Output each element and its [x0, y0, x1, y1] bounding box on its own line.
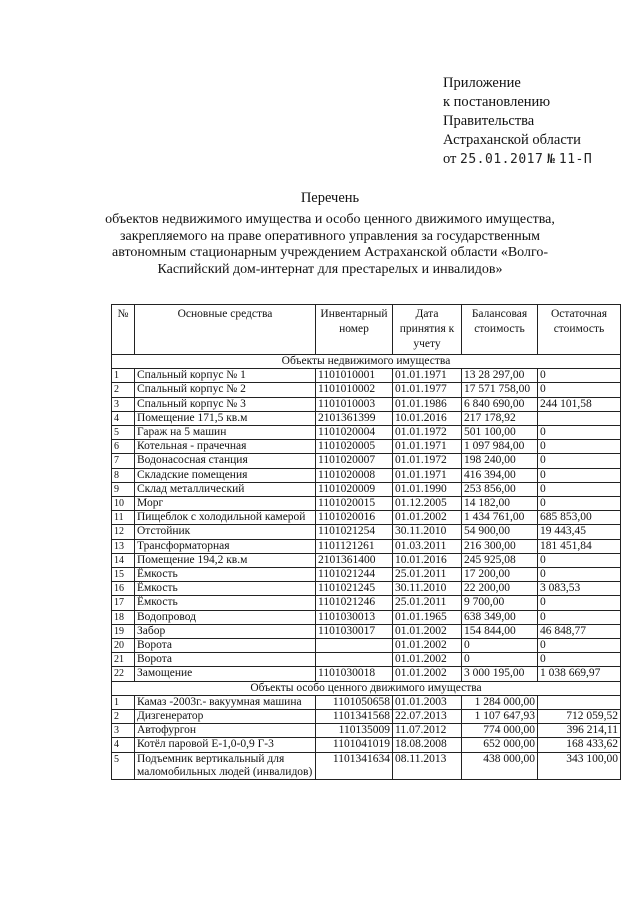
- cell-name: Водонасосная станция: [135, 454, 316, 468]
- cell-residual: 343 100,00: [538, 752, 621, 779]
- cell-residual: 1 038 669,97: [538, 667, 621, 681]
- cell-residual: 0: [538, 596, 621, 610]
- cell-inventory: 2101361400: [316, 553, 393, 567]
- cell-inventory: 1101020016: [316, 511, 393, 525]
- cell-residual: 181 451,84: [538, 539, 621, 553]
- cell-inventory: 1101020008: [316, 468, 393, 482]
- appendix-line: к постановлению: [443, 94, 551, 110]
- cell-inventory: 1101020005: [316, 440, 393, 454]
- cell-date: 01.01.1986: [393, 397, 462, 411]
- document-subtitle: объектов недвижимого имущества и особо ценного движимого имущества, закрепляемого на праве оперативного управления за государственным автономным стационарным учреждением Астраханской области «Волго-Каспийский дом-интернат для престарелых и инвалидов»: [105, 212, 555, 277]
- cell-name: Ёмкость: [135, 568, 316, 582]
- cell-inventory: 1101121261: [316, 539, 393, 553]
- cell-date: 01.01.1971: [393, 440, 462, 454]
- cell-inventory: 1101021244: [316, 568, 393, 582]
- cell-name: Котёл паровой Е-1,0-0,9 Г-3: [135, 738, 316, 752]
- cell-balance: 1 107 647,93: [462, 710, 538, 724]
- cell-name: Ёмкость: [135, 582, 316, 596]
- table-row: [112, 383, 621, 397]
- cell-num: 10: [112, 497, 135, 511]
- decree-date: 25.01.2017: [460, 152, 544, 167]
- cell-balance: 1 097 984,00: [462, 440, 538, 454]
- header-num: №: [112, 305, 135, 355]
- cell-inventory: 1101020009: [316, 482, 393, 496]
- cell-num: 2: [112, 383, 135, 397]
- table-row: [112, 426, 621, 440]
- table-row: [112, 525, 621, 539]
- cell-name: Ворота: [135, 653, 316, 667]
- cell-name: Морг: [135, 497, 316, 511]
- cell-balance: 13 28 297,00: [462, 369, 538, 383]
- cell-name: Замощение: [135, 667, 316, 681]
- cell-name: Ворота: [135, 639, 316, 653]
- cell-balance: 1 434 761,00: [462, 511, 538, 525]
- cell-residual: 244 101,58: [538, 397, 621, 411]
- cell-name: Автофургон: [135, 724, 316, 738]
- cell-balance: 54 900,00: [462, 525, 538, 539]
- cell-balance: 774 000,00: [462, 724, 538, 738]
- number-sign: №: [546, 152, 556, 167]
- table-row: [112, 582, 621, 596]
- cell-name: Дизгенератор: [135, 710, 316, 724]
- cell-balance: 501 100,00: [462, 426, 538, 440]
- table-row: [112, 440, 621, 454]
- cell-num: 13: [112, 539, 135, 553]
- cell-num: 3: [112, 724, 135, 738]
- appendix-line: Правительства: [443, 113, 535, 129]
- cell-name: Пищеблок с холодильной камерой: [135, 511, 316, 525]
- cell-date: 08.11.2013: [393, 752, 462, 779]
- table-row: [112, 695, 621, 709]
- header-balance: Балансовая стоимость: [462, 305, 538, 355]
- cell-name: Водопровод: [135, 610, 316, 624]
- cell-num: 15: [112, 568, 135, 582]
- cell-num: 12: [112, 525, 135, 539]
- cell-date: 22.07.2013: [393, 710, 462, 724]
- cell-inventory: 1101020015: [316, 497, 393, 511]
- cell-balance: 416 394,00: [462, 468, 538, 482]
- cell-num: 17: [112, 596, 135, 610]
- cell-residual: 0: [538, 454, 621, 468]
- cell-date: 01.01.1965: [393, 610, 462, 624]
- cell-num: 1: [112, 695, 135, 709]
- cell-inventory: 1101020004: [316, 426, 393, 440]
- cell-name: Котельная - прачечная: [135, 440, 316, 454]
- cell-inventory: 2101361399: [316, 411, 393, 425]
- cell-residual: 46 848,77: [538, 624, 621, 638]
- cell-num: 5: [112, 426, 135, 440]
- cell-name: Спальный корпус № 1: [135, 369, 316, 383]
- cell-balance: 17 200,00: [462, 568, 538, 582]
- cell-date: 01.01.1971: [393, 468, 462, 482]
- cell-num: 6: [112, 440, 135, 454]
- cell-num: 18: [112, 610, 135, 624]
- cell-inventory: 1101010001: [316, 369, 393, 383]
- cell-date: 25.01.2011: [393, 596, 462, 610]
- cell-num: 3: [112, 397, 135, 411]
- cell-num: 5: [112, 752, 135, 779]
- cell-num: 8: [112, 468, 135, 482]
- header-inventory: Инвентарный номер: [316, 305, 393, 355]
- table-row: [112, 596, 621, 610]
- table-row: [112, 454, 621, 468]
- section-title: Объекты особо ценного движимого имущества: [112, 681, 621, 695]
- cell-inventory: [316, 653, 393, 667]
- table-row: [112, 710, 621, 724]
- cell-balance: 17 571 758,00: [462, 383, 538, 397]
- cell-inventory: 1101020007: [316, 454, 393, 468]
- cell-residual: 0: [538, 369, 621, 383]
- cell-balance: 0: [462, 639, 538, 653]
- cell-name: Складские помещения: [135, 468, 316, 482]
- appendix-date-line: [443, 150, 633, 169]
- cell-date: 01.03.2011: [393, 539, 462, 553]
- cell-name: Спальный корпус № 2: [135, 383, 316, 397]
- table-row: [112, 369, 621, 383]
- cell-inventory: 1101041019: [316, 738, 393, 752]
- cell-balance: 652 000,00: [462, 738, 538, 752]
- cell-name: Отстойник: [135, 525, 316, 539]
- table-row: [112, 667, 621, 681]
- cell-num: 9: [112, 482, 135, 496]
- cell-date: 30.11.2010: [393, 525, 462, 539]
- cell-balance: 1 284 000,00: [462, 695, 538, 709]
- cell-date: 01.01.2002: [393, 639, 462, 653]
- document-title: Перечень: [300, 190, 360, 206]
- cell-inventory: 1101021246: [316, 596, 393, 610]
- cell-name: Ёмкость: [135, 596, 316, 610]
- header-name: Основные средства: [135, 305, 316, 355]
- decree-number: 11-П: [558, 152, 593, 167]
- cell-balance: 154 844,00: [462, 624, 538, 638]
- table-header-row: [112, 305, 621, 355]
- table-row: [112, 624, 621, 638]
- cell-num: 2: [112, 710, 135, 724]
- cell-inventory: 1101010003: [316, 397, 393, 411]
- cell-residual: 0: [538, 568, 621, 582]
- cell-residual: 396 214,11: [538, 724, 621, 738]
- cell-balance: 6 840 690,00: [462, 397, 538, 411]
- cell-name: Забор: [135, 624, 316, 638]
- header-date: Дата принятия к учету: [393, 305, 462, 355]
- cell-balance: 0: [462, 653, 538, 667]
- header-residual: Остаточная стоимость: [538, 305, 621, 355]
- table-row: [112, 511, 621, 525]
- table-row: [112, 468, 621, 482]
- cell-residual: 168 433,62: [538, 738, 621, 752]
- cell-date: 01.01.2003: [393, 695, 462, 709]
- cell-date: 18.08.2008: [393, 738, 462, 752]
- cell-date: 01.01.2002: [393, 653, 462, 667]
- cell-num: 11: [112, 511, 135, 525]
- cell-date: 10.01.2016: [393, 553, 462, 567]
- cell-residual: 3 083,53: [538, 582, 621, 596]
- cell-inventory: 1101021254: [316, 525, 393, 539]
- appendix-line: Астраханской области: [443, 132, 581, 148]
- cell-date: 10.01.2016: [393, 411, 462, 425]
- cell-residual: 0: [538, 426, 621, 440]
- property-table: [111, 304, 621, 780]
- cell-residual: [538, 695, 621, 709]
- cell-date: 01.01.1990: [393, 482, 462, 496]
- table-row: [112, 639, 621, 653]
- cell-residual: 0: [538, 383, 621, 397]
- section-title: Объекты недвижимого имущества: [112, 355, 621, 369]
- cell-balance: 217 178,92: [462, 411, 538, 425]
- cell-date: 01.01.1972: [393, 454, 462, 468]
- cell-residual: 0: [538, 440, 621, 454]
- cell-date: 01.01.2002: [393, 511, 462, 525]
- cell-name: Помещение 171,5 кв.м: [135, 411, 316, 425]
- table-row: [112, 497, 621, 511]
- date-prefix: от: [443, 151, 457, 167]
- cell-date: 01.01.2002: [393, 624, 462, 638]
- cell-num: 16: [112, 582, 135, 596]
- table-row: [112, 482, 621, 496]
- cell-date: 30.11.2010: [393, 582, 462, 596]
- cell-num: 19: [112, 624, 135, 638]
- section-row: [112, 681, 621, 695]
- table-row: [112, 752, 621, 779]
- cell-inventory: 110135009: [316, 724, 393, 738]
- cell-num: 1: [112, 369, 135, 383]
- section-row: [112, 355, 621, 369]
- cell-date: 01.01.2002: [393, 667, 462, 681]
- cell-inventory: 1101341634: [316, 752, 393, 779]
- cell-residual: 0: [538, 639, 621, 653]
- cell-balance: 198 240,00: [462, 454, 538, 468]
- cell-inventory: [316, 639, 393, 653]
- cell-balance: 9 700,00: [462, 596, 538, 610]
- movable-body: [112, 681, 621, 779]
- cell-balance: 638 349,00: [462, 610, 538, 624]
- cell-balance: 22 200,00: [462, 582, 538, 596]
- cell-name: Подъемник вертикальный для маломобильных людей (инвалидов): [135, 752, 316, 779]
- cell-inventory: 1101341568: [316, 710, 393, 724]
- cell-name: Трансформаторная: [135, 539, 316, 553]
- cell-name: Помещение 194,2 кв.м: [135, 553, 316, 567]
- table-row: [112, 539, 621, 553]
- cell-residual: 0: [538, 482, 621, 496]
- cell-num: 21: [112, 653, 135, 667]
- cell-name: Камаз -2003г.- вакуумная машина: [135, 695, 316, 709]
- cell-balance: 245 925,08: [462, 553, 538, 567]
- cell-date: 01.12.2005: [393, 497, 462, 511]
- cell-inventory: 1101010002: [316, 383, 393, 397]
- cell-residual: 0: [538, 553, 621, 567]
- cell-balance: 253 856,00: [462, 482, 538, 496]
- realty-body: [112, 355, 621, 682]
- cell-date: 01.01.1977: [393, 383, 462, 397]
- cell-balance: 216 300,00: [462, 539, 538, 553]
- cell-num: 7: [112, 454, 135, 468]
- cell-name: Спальный корпус № 3: [135, 397, 316, 411]
- cell-inventory: 1101030013: [316, 610, 393, 624]
- table-row: [112, 568, 621, 582]
- cell-num: 4: [112, 738, 135, 752]
- table-row: [112, 653, 621, 667]
- cell-inventory: 1101021245: [316, 582, 393, 596]
- cell-name: Склад металлический: [135, 482, 316, 496]
- cell-inventory: 1101030018: [316, 667, 393, 681]
- cell-date: 01.01.1972: [393, 426, 462, 440]
- cell-inventory: 1101030017: [316, 624, 393, 638]
- table-row: [112, 724, 621, 738]
- table-row: [112, 610, 621, 624]
- cell-residual: 712 059,52: [538, 710, 621, 724]
- table-row: [112, 397, 621, 411]
- appendix-line: Приложение: [443, 75, 521, 91]
- cell-inventory: 1101050658: [316, 695, 393, 709]
- cell-residual: 19 443,45: [538, 525, 621, 539]
- table-row: [112, 738, 621, 752]
- cell-balance: 438 000,00: [462, 752, 538, 779]
- appendix-block: [443, 74, 633, 169]
- cell-num: 4: [112, 411, 135, 425]
- cell-num: 22: [112, 667, 135, 681]
- cell-num: 14: [112, 553, 135, 567]
- cell-residual: 0: [538, 653, 621, 667]
- cell-num: 20: [112, 639, 135, 653]
- cell-residual: 0: [538, 497, 621, 511]
- cell-balance: 14 182,00: [462, 497, 538, 511]
- cell-residual: 685 853,00: [538, 511, 621, 525]
- table-row: [112, 411, 621, 425]
- cell-date: 11.07.2012: [393, 724, 462, 738]
- cell-residual: 0: [538, 610, 621, 624]
- cell-residual: [538, 411, 621, 425]
- table-row: [112, 553, 621, 567]
- cell-name: Гараж на 5 машин: [135, 426, 316, 440]
- cell-residual: 0: [538, 468, 621, 482]
- cell-date: 01.01.1971: [393, 369, 462, 383]
- cell-balance: 3 000 195,00: [462, 667, 538, 681]
- cell-date: 25.01.2011: [393, 568, 462, 582]
